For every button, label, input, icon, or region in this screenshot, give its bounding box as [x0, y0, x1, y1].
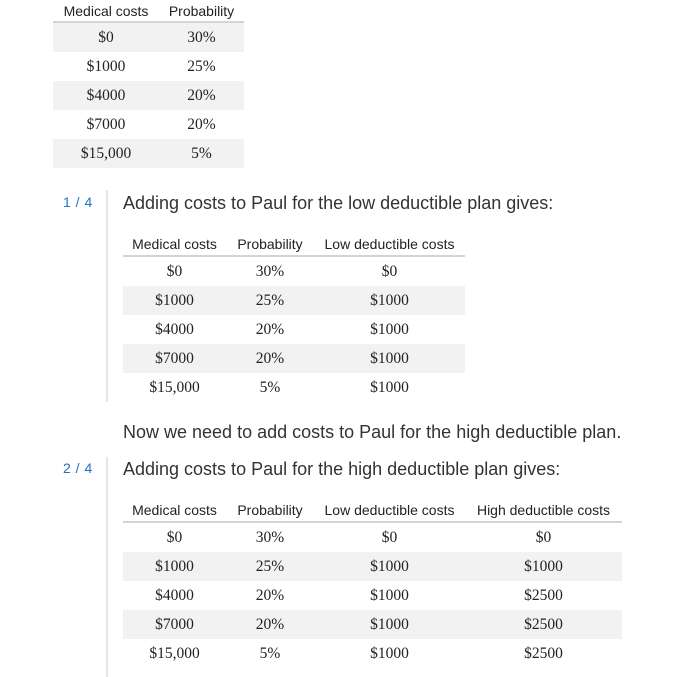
- table-cell: $1000: [370, 586, 409, 604]
- step-text: Adding costs to Paul for the low deductible plan gives:: [123, 193, 554, 213]
- table-cell: $7000: [123, 344, 226, 373]
- high-deductible-table: [123, 499, 622, 668]
- table-cell: 20%: [226, 344, 314, 373]
- table-cell: 5%: [259, 644, 281, 662]
- table-cell: 30%: [159, 22, 244, 52]
- table-row: [53, 52, 244, 81]
- table-row: [123, 639, 622, 668]
- table-row: [53, 139, 244, 168]
- table-cell: $1000: [123, 552, 226, 581]
- table-header-row: [53, 0, 244, 22]
- table-cell: $2500: [465, 610, 622, 639]
- step-divider: [106, 190, 108, 402]
- table-cell: $4000: [155, 586, 194, 604]
- table-cell: $1000: [314, 552, 465, 581]
- table-cell: $1000: [370, 320, 409, 338]
- table-cell: 20%: [255, 586, 285, 604]
- table-cell: $15,000: [149, 378, 200, 396]
- table-row: [123, 373, 465, 402]
- table-cell: 20%: [226, 610, 314, 639]
- table-cell: $4000: [53, 81, 159, 110]
- table-cell: $1000: [465, 552, 622, 581]
- table-cell: 5%: [259, 378, 281, 396]
- table-cell: $7000: [123, 610, 226, 639]
- table-cell: $0: [535, 528, 552, 546]
- table-row: [123, 286, 465, 315]
- table-cell: 30%: [255, 528, 285, 546]
- table-cell: 5%: [159, 139, 244, 168]
- table-row: [53, 22, 244, 52]
- table-cell: $15,000: [53, 139, 159, 168]
- step-number: 2 / 4: [63, 460, 93, 476]
- table-cell: $15,000: [149, 644, 200, 662]
- column-header: Low deductible costs: [314, 499, 465, 522]
- table-cell: $1000: [370, 378, 409, 396]
- table-header-row: [123, 499, 622, 522]
- column-header: High deductible costs: [465, 499, 622, 522]
- table-row: [123, 256, 465, 286]
- step-text: Adding costs to Paul for the high deductible plan gives:: [123, 459, 561, 479]
- table-row: [123, 344, 465, 373]
- table-row: [123, 552, 622, 581]
- column-header: Probability: [226, 233, 314, 256]
- step-divider: [106, 457, 108, 677]
- step-number: 1 / 4: [63, 194, 93, 210]
- table-cell: $1000: [370, 644, 409, 662]
- column-header: Medical costs: [53, 0, 159, 22]
- column-header: Low deductible costs: [314, 233, 465, 256]
- table-cell: $0: [166, 262, 183, 280]
- column-header: Medical costs: [123, 233, 226, 256]
- table-cell: 20%: [159, 81, 244, 110]
- table-row: [53, 110, 244, 139]
- table-cell: $1000: [314, 286, 465, 315]
- table-row: [53, 81, 244, 110]
- table-cell: $2500: [524, 586, 563, 604]
- column-header: Probability: [159, 0, 244, 22]
- explanation-text: Now we need to add costs to Paul for the high deductible plan.: [123, 422, 622, 442]
- table-cell: 20%: [187, 115, 216, 133]
- medical-costs-table: [53, 0, 244, 168]
- table-cell: $0: [381, 528, 398, 546]
- table-cell: $0: [381, 262, 398, 280]
- table-cell: $1000: [123, 286, 226, 315]
- table-cell: $0: [53, 22, 159, 52]
- table-row: [123, 522, 622, 552]
- table-cell: $1000: [314, 344, 465, 373]
- table-row: [123, 581, 622, 610]
- table-cell: 25%: [187, 57, 216, 75]
- table-cell: 25%: [226, 552, 314, 581]
- column-header: Probability: [226, 499, 314, 522]
- table-cell: 25%: [226, 286, 314, 315]
- table-cell: $0: [166, 528, 183, 546]
- table-cell: 30%: [255, 262, 285, 280]
- table-header-row: [123, 233, 465, 256]
- table-cell: $2500: [524, 644, 563, 662]
- table-cell: $4000: [155, 320, 194, 338]
- table-cell: $7000: [86, 115, 126, 133]
- column-header: Medical costs: [123, 499, 226, 522]
- table-cell: 20%: [255, 320, 285, 338]
- low-deductible-table: [123, 233, 465, 402]
- table-cell: $1000: [314, 610, 465, 639]
- table-row: [123, 315, 465, 344]
- table-row: [123, 610, 622, 639]
- table-cell: $1000: [86, 57, 126, 75]
